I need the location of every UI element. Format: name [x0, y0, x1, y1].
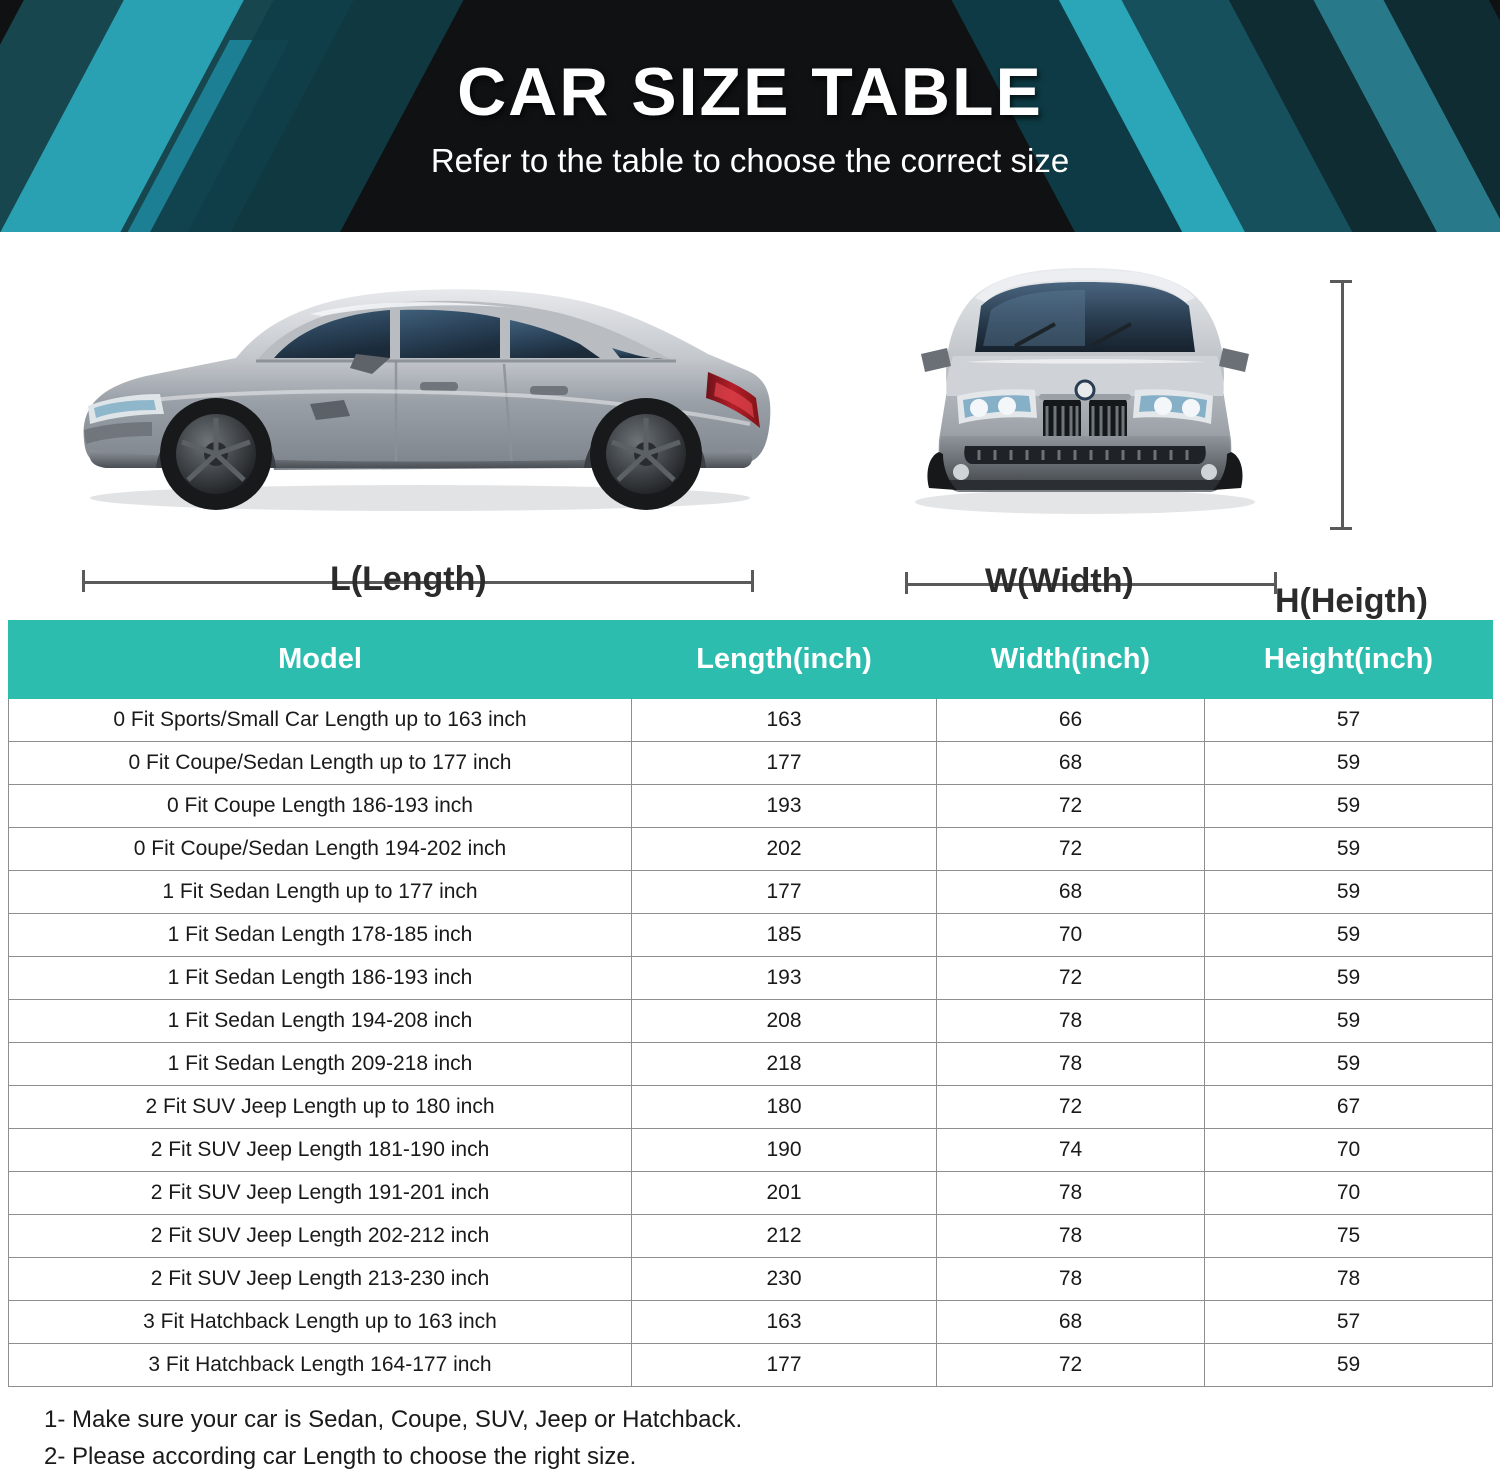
cell-height: 59: [1205, 785, 1493, 828]
cell-width: 70: [937, 914, 1205, 957]
cell-model: 2 Fit SUV Jeep Length 191-201 inch: [9, 1172, 632, 1215]
cell-model: 0 Fit Coupe/Sedan Length 194-202 inch: [9, 828, 632, 871]
table-row: [9, 871, 1493, 914]
notes-section: [0, 1387, 1500, 1475]
car-front-view-illustration: [895, 240, 1275, 530]
cell-model: 2 Fit SUV Jeep Length 213-230 inch: [9, 1258, 632, 1301]
table-header: [9, 621, 1493, 699]
cell-model: 3 Fit Hatchback Length up to 163 inch: [9, 1301, 632, 1344]
cell-height: 59: [1205, 828, 1493, 871]
cell-height: 59: [1205, 1000, 1493, 1043]
cell-height: 75: [1205, 1215, 1493, 1258]
cell-length: 218: [632, 1043, 937, 1086]
cell-model: 0 Fit Sports/Small Car Length up to 163 inch: [9, 699, 632, 742]
cell-model: 1 Fit Sedan Length 186-193 inch: [9, 957, 632, 1000]
table-row: [9, 914, 1493, 957]
cell-model: 2 Fit SUV Jeep Length up to 180 inch: [9, 1086, 632, 1129]
measurement-diagram: [0, 232, 1500, 620]
cell-model: 2 Fit SUV Jeep Length 181-190 inch: [9, 1129, 632, 1172]
cell-model: 0 Fit Coupe Length 186-193 inch: [9, 785, 632, 828]
table-row: [9, 1043, 1493, 1086]
table-row: [9, 699, 1493, 742]
page-title: CAR SIZE TABLE: [457, 54, 1043, 130]
cell-length: 212: [632, 1215, 937, 1258]
table-row: [9, 1172, 1493, 1215]
table-row: [9, 1129, 1493, 1172]
header-text-block: [0, 0, 1500, 177]
cell-model: 1 Fit Sedan Length up to 177 inch: [9, 871, 632, 914]
table-row: [9, 1215, 1493, 1258]
cell-model: 0 Fit Coupe/Sedan Length up to 177 inch: [9, 742, 632, 785]
cell-model: 2 Fit SUV Jeep Length 202-212 inch: [9, 1215, 632, 1258]
cell-width: 78: [937, 1000, 1205, 1043]
column-header-height: Height(inch): [1205, 621, 1493, 699]
cell-model: 1 Fit Sedan Length 178-185 inch: [9, 914, 632, 957]
cell-height: 70: [1205, 1172, 1493, 1215]
table-row: [9, 1344, 1493, 1387]
cell-length: 193: [632, 785, 937, 828]
cell-length: 190: [632, 1129, 937, 1172]
column-header-model: Model: [9, 621, 632, 699]
car-size-table: [8, 620, 1493, 1387]
cell-width: 68: [937, 871, 1205, 914]
length-label: L(Length): [330, 560, 487, 598]
note-line: 2- Please according car Length to choose the right size.: [44, 1443, 637, 1471]
cell-width: 72: [937, 1086, 1205, 1129]
cell-width: 72: [937, 828, 1205, 871]
cell-width: 68: [937, 742, 1205, 785]
cell-length: 180: [632, 1086, 937, 1129]
cell-height: 67: [1205, 1086, 1493, 1129]
cell-model: 1 Fit Sedan Length 209-218 inch: [9, 1043, 632, 1086]
cell-length: 185: [632, 914, 937, 957]
cell-width: 78: [937, 1215, 1205, 1258]
cell-width: 78: [937, 1172, 1205, 1215]
cell-length: 202: [632, 828, 937, 871]
column-header-width: Width(inch): [937, 621, 1205, 699]
cell-height: 59: [1205, 1043, 1493, 1086]
page-subtitle: Refer to the table to choose the correct size: [430, 142, 1070, 179]
size-table-wrapper: [0, 620, 1500, 1387]
cell-width: 74: [937, 1129, 1205, 1172]
note-line: 1- Make sure your car is Sedan, Coupe, SUV, Jeep or Hatchback.: [44, 1406, 743, 1433]
cell-length: 163: [632, 1301, 937, 1344]
table-row: [9, 1258, 1493, 1301]
cell-height: 57: [1205, 699, 1493, 742]
cell-width: 66: [937, 699, 1205, 742]
cell-length: 177: [632, 871, 937, 914]
cell-height: 59: [1205, 957, 1493, 1000]
height-dimension-arrow: [1330, 280, 1352, 530]
table-row: [9, 957, 1493, 1000]
cell-width: 78: [937, 1043, 1205, 1086]
cell-height: 78: [1205, 1258, 1493, 1301]
cell-length: 163: [632, 699, 937, 742]
table-body: [9, 699, 1493, 1387]
height-label: H(Heigth): [1275, 582, 1428, 620]
cell-width: 72: [937, 957, 1205, 1000]
table-header-row: [9, 621, 1493, 699]
cell-length: 230: [632, 1258, 937, 1301]
cell-length: 208: [632, 1000, 937, 1043]
table-row: [9, 1000, 1493, 1043]
cell-width: 72: [937, 1344, 1205, 1387]
cell-height: 59: [1205, 742, 1493, 785]
cell-width: 72: [937, 785, 1205, 828]
cell-height: 59: [1205, 871, 1493, 914]
cell-width: 68: [937, 1301, 1205, 1344]
cell-height: 70: [1205, 1129, 1493, 1172]
cell-height: 59: [1205, 914, 1493, 957]
cell-model: 1 Fit Sedan Length 194-208 inch: [9, 1000, 632, 1043]
table-row: [9, 785, 1493, 828]
width-label: W(Width): [985, 562, 1134, 600]
table-row: [9, 742, 1493, 785]
cell-model: 3 Fit Hatchback Length 164-177 inch: [9, 1344, 632, 1387]
cell-length: 177: [632, 742, 937, 785]
cell-height: 57: [1205, 1301, 1493, 1344]
car-side-view-illustration: [60, 254, 780, 524]
table-row: [9, 1086, 1493, 1129]
cell-width: 78: [937, 1258, 1205, 1301]
page-header: [0, 0, 1500, 232]
table-row: [9, 1301, 1493, 1344]
cell-height: 59: [1205, 1344, 1493, 1387]
cell-length: 193: [632, 957, 937, 1000]
cell-length: 201: [632, 1172, 937, 1215]
cell-length: 177: [632, 1344, 937, 1387]
table-row: [9, 828, 1493, 871]
column-header-length: Length(inch): [632, 621, 937, 699]
